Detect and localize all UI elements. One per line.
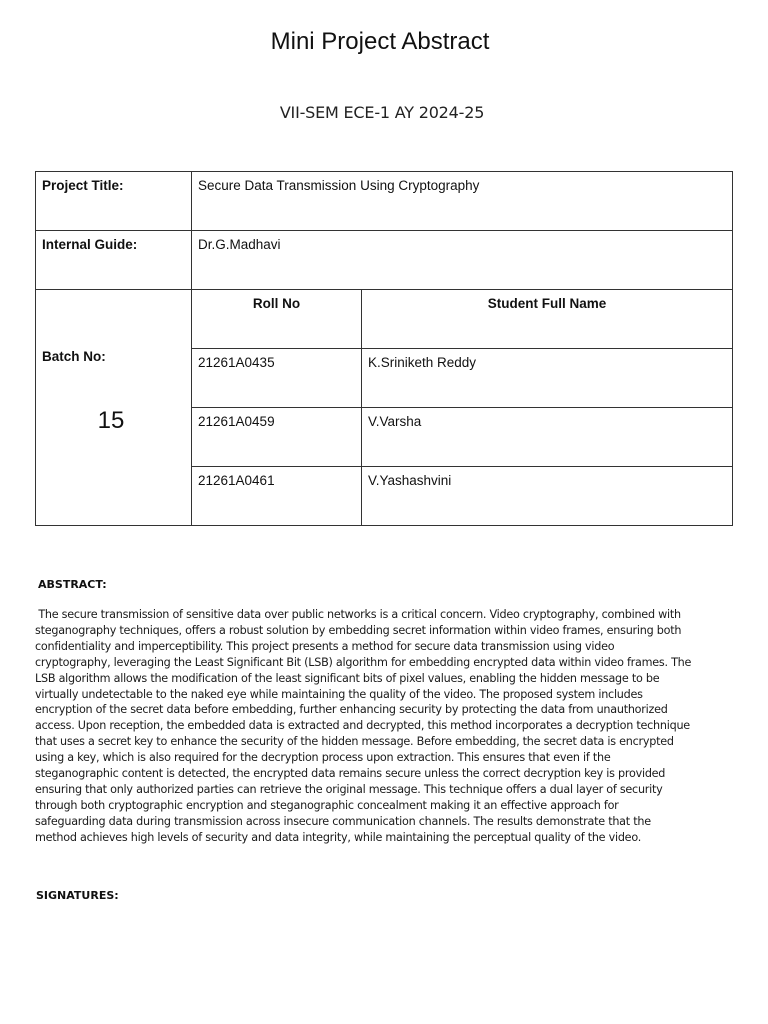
roll-no-cell: 21261A0435 xyxy=(192,349,362,408)
project-title-row xyxy=(36,172,733,231)
student-name-cell: V.Varsha xyxy=(362,408,733,467)
internal-guide-label: Internal Guide: xyxy=(36,231,192,290)
document-title: Mini Project Abstract xyxy=(270,28,490,55)
abstract-body: The secure transmission of sensitive data over public networks is a critical concern. Video cryptography, combined with steganography techniques, offers a robust solution by embedding secret information within video frames, ensuring both confidentiality and imperceptibility. This project presents a method for secure data transmission using video cryptography, leveraging the Least Significant Bit (LSB) algorithm for embedding encrypted data within video frames. The LSB algorithm allows the modification of the least significant bits of pixel values, enabling the hidden message to be virtually undetectable to the naked eye while maintaining the quality of the video. The proposed system includes encryption of the secret data before embedding, further enhancing security by protecting the data from unauthorized access. Upon reception, the embedded data is extracted and decrypted, this method incorporates a decryption technique that uses a secret key to enhance the security of the hidden message. Before embedding, the secret data is encrypted using a key, which is also required for the decryption process upon extraction. This ensures that even if the steganographic content is detected, the encrypted data remains secure unless the correct decryption key is provided ensuring that only authorized parties can retrieve the original message. This technique offers a dual layer of security through both cryptographic encryption and steganographic concealment making it an effective approach for safeguarding data during transmission across insecure communication channels. The results demonstrate that the method achieves high levels of security and data integrity, while maintaining the perceptual quality of the video. xyxy=(35,608,692,844)
internal-guide-row xyxy=(36,231,733,290)
internal-guide-value: Dr.G.Madhavi xyxy=(192,231,733,290)
signatures-heading: SIGNATURES: xyxy=(36,889,119,902)
project-title-label: Project Title: xyxy=(36,172,192,231)
roll-no-header: Roll No xyxy=(192,290,362,349)
semester-subtitle: VII-SEM ECE-1 AY 2024-25 xyxy=(279,103,485,122)
abstract-heading: ABSTRACT: xyxy=(38,578,107,591)
roll-no-cell: 21261A0461 xyxy=(192,467,362,526)
students-header-row xyxy=(36,290,733,349)
project-title-value: Secure Data Transmission Using Cryptography xyxy=(192,172,733,231)
batch-number: 15 xyxy=(97,407,125,434)
batch-label: Batch No: xyxy=(42,349,106,364)
project-details-table xyxy=(35,171,733,526)
student-name-cell: K.Sriniketh Reddy xyxy=(362,349,733,408)
student-name-header: Student Full Name xyxy=(362,290,733,349)
roll-no-cell: 21261A0459 xyxy=(192,408,362,467)
batch-cell xyxy=(36,290,192,526)
student-name-cell: V.Yashashvini xyxy=(362,467,733,526)
